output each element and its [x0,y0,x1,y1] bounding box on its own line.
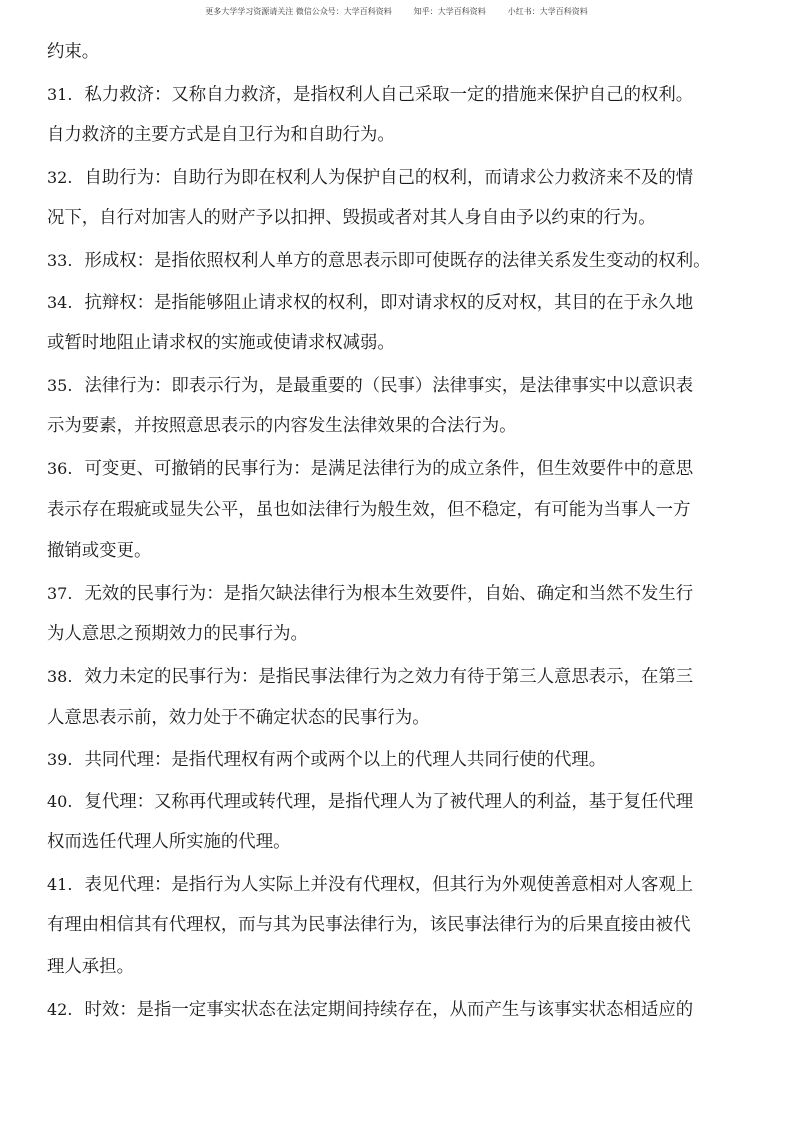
line-text: 为人意思之预期效力的民事行为。 [47,624,308,645]
entry-number: 33. [47,250,73,270]
entry-number: 38. [47,666,73,686]
text-line [47,74,753,116]
text-line [47,739,753,781]
text-line [47,115,753,157]
text-line [47,864,753,906]
entry-number: 32. [47,167,73,187]
text-line [47,781,753,823]
text-line [47,698,753,740]
line-text: 有理由相信其有代理权，而与其为民事法律行为，该民事法律行为的后果直接由被代 [47,915,691,936]
line-text: 共同代理：是指代理权有两个或两个以上的代理人共同行使的代理。 [84,750,607,771]
entry-number: 31. [47,84,73,104]
line-text: 无效的民事行为：是指欠缺法律行为根本生效要件，自始、确定和当然不发生行 [84,583,694,604]
line-text: 示为要素，并按照意思表示的内容发生法律效果的合法行为。 [47,416,517,437]
line-text: 或暂时地阻止请求权的实施或使请求权减弱。 [47,333,395,354]
text-line [47,157,753,199]
text-line [47,198,753,240]
line-text: 况下，自行对加害人的财产予以扣押、毁损或者对其人身自由予以约束的行为。 [47,208,656,229]
text-line [47,947,753,989]
text-line [47,656,753,698]
line-text: 私力救济：又称自力救济，是指权利人自己采取一定的措施来保护自己的权利。 [84,84,694,105]
page-header [0,6,793,17]
line-text: 理人承担。 [47,957,134,978]
text-line [47,989,753,1031]
entry-number: 36. [47,458,73,478]
text-line [47,32,753,74]
header-wechat-note: 更多大学学习资源请关注 微信公众号：大学百科资料 [205,7,392,16]
document-body [47,32,753,1030]
entry-number: 34. [47,292,73,312]
line-text: 效力未定的民事行为：是指民事法律行为之效力有待于第三人意思表示，在第三 [84,666,694,687]
line-text: 抗辩权：是指能够阻止请求权的权利，即对请求权的反对权，其目的在于永久地 [84,292,694,313]
header-xiaohongshu-note: 小红书：大学百科资料 [507,7,588,16]
text-line [47,822,753,864]
line-text: 权而选任代理人所实施的代理。 [47,832,291,853]
entry-number: 40. [47,791,73,811]
line-text: 表见代理：是指行为人实际上并没有代理权，但其行为外观使善意相对人客观上 [84,874,694,895]
entry-number: 42. [47,999,73,1019]
text-line [47,573,753,615]
entry-number: 37. [47,583,73,603]
header-zhihu-note: 知乎：大学百科资料 [413,7,486,16]
entry-number: 39. [47,750,73,770]
line-text: 法律行为：即表示行为，是最重要的（民事）法律事实，是法律事实中以意识表 [84,375,694,396]
line-text: 形成权：是指依照权利人单方的意思表示即可使既存的法律关系发生变动的权利。 [84,250,711,271]
text-line [47,406,753,448]
line-text: 复代理：又称再代理或转代理，是指代理人为了被代理人的利益，基于复任代理 [84,791,694,812]
text-line [47,323,753,365]
line-text: 时效：是指一定事实状态在法定期间持续存在，从而产生与该事实状态相适应的 [84,999,694,1020]
line-text: 自力救济的主要方式是自卫行为和自助行为。 [47,125,395,146]
line-text: 自助行为：自助行为即在权利人为保护自己的权利，而请求公力救济来不及的情 [84,167,694,188]
line-text: 表示存在瑕疵或显失公平，虽也如法律行为般生效，但不稳定，有可能为当事人一方 [47,499,691,520]
text-line [47,365,753,407]
text-line [47,490,753,532]
text-line [47,448,753,490]
line-text: 可变更、可撤销的民事行为：是满足法律行为的成立条件，但生效要件中的意思 [84,458,694,479]
text-line [47,905,753,947]
text-line [47,614,753,656]
line-text: 人意思表示前，效力处于不确定状态的民事行为。 [47,707,430,728]
line-text: 撤销或变更。 [47,541,152,562]
text-line [47,282,753,324]
line-text: 约束。 [47,42,100,62]
entry-number: 35. [47,375,73,395]
text-line [47,240,753,282]
text-line [47,531,753,573]
entry-number: 41. [47,874,73,894]
